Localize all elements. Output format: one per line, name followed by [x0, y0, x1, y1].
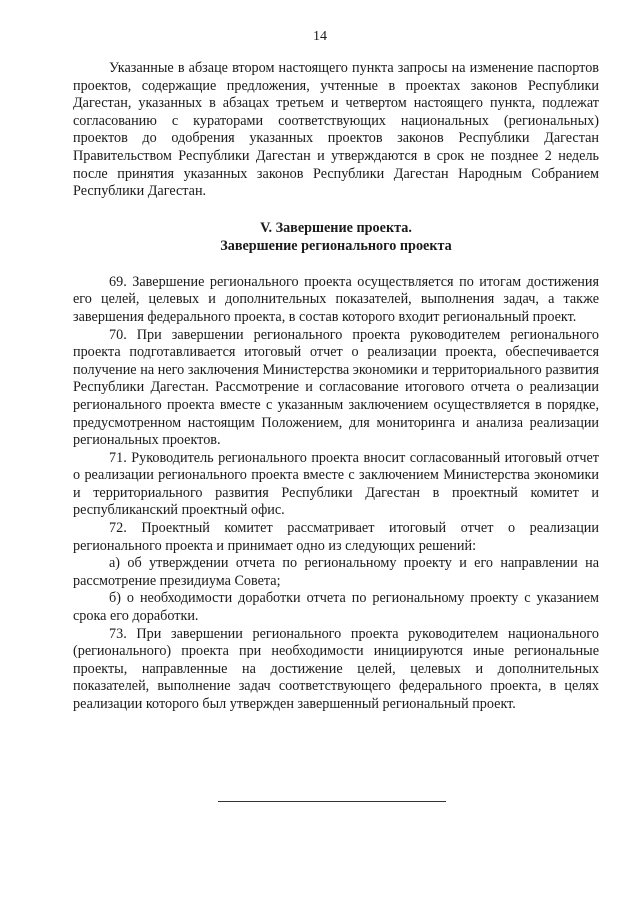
section-title: V. Завершение проекта. [260, 219, 412, 236]
intro-paragraph: Указанные в абзаце втором настоящего пункта запросы на изменение паспортов проектов, содержащие предложения, учтенные в проектах законов Республики Дагестан, указанных в абзацах третьем и четвертом настоящего пункта, подлежат согласованию с кураторами соответствующих национальных (региональных) проектов до одобрения указанных проектов законов Республики Дагестан Правительством Республики Дагестан и утверждаются в срок не позднее 2 недель после принятия указанных законов Республики Дагестан Народным Собранием Республики Дагестан. [73, 60, 599, 200]
paragraph-70: 70. При завершении регионального проекта руководителем регионального проекта подготавливается итоговый отчет о реализации проекта, обеспечивается получение на него заключения Министерства экономики и территориального развития Республики Дагестан. Рассмотрение и согласование итогового отчета о реализации регионального проекта вместе с указанным заключением осуществляется в порядке, предусмотренном настоящим Положением, для мониторинга и анализа реализации региональных проектов. [73, 326, 599, 449]
page-number: 14 [313, 29, 327, 44]
paragraph-72-option-b: б) о необходимости доработки отчета по региональному проекту с указанием срока его доработки. [73, 590, 599, 625]
paragraph-73: 73. При завершении регионального проекта руководителем национального (регионального) проекта при необходимости инициируются иные региональные проекты, направленные на достижение целей, целевых и дополнительных показателей, выполнение задач соответствующего федерального проекта, в целях реализации которого был утвержден завершенный региональный проект. [73, 625, 599, 712]
document-body [73, 60, 599, 714]
section-subtitle: Завершение регионального проекта [220, 237, 452, 254]
paragraph-72: 72. Проектный комитет рассматривает итоговый отчет о реализации регионального проекта и принимает одно из следующих решений: [73, 520, 599, 554]
paragraph-69: 69. Завершение регионального проекта осуществляется по итогам достижения его целей, целевых и дополнительных показателей, выполнения задач, а также завершения федерального проекта, в состав которого входит региональный проект. [73, 273, 599, 325]
end-of-text-divider [218, 801, 446, 802]
paragraph-71: 71. Руководитель регионального проекта вносит согласованный итоговый отчет о реализации регионального проекта вместе с заключением Министерства экономики и территориального развития Республики Дагестан в проектный комитет и республиканский проектный офис. [73, 449, 599, 519]
section-heading [73, 219, 599, 255]
paragraph-72-option-a: а) об утверждении отчета по региональному проекту и его направлении на рассмотрение президиума Совета; [73, 555, 599, 589]
